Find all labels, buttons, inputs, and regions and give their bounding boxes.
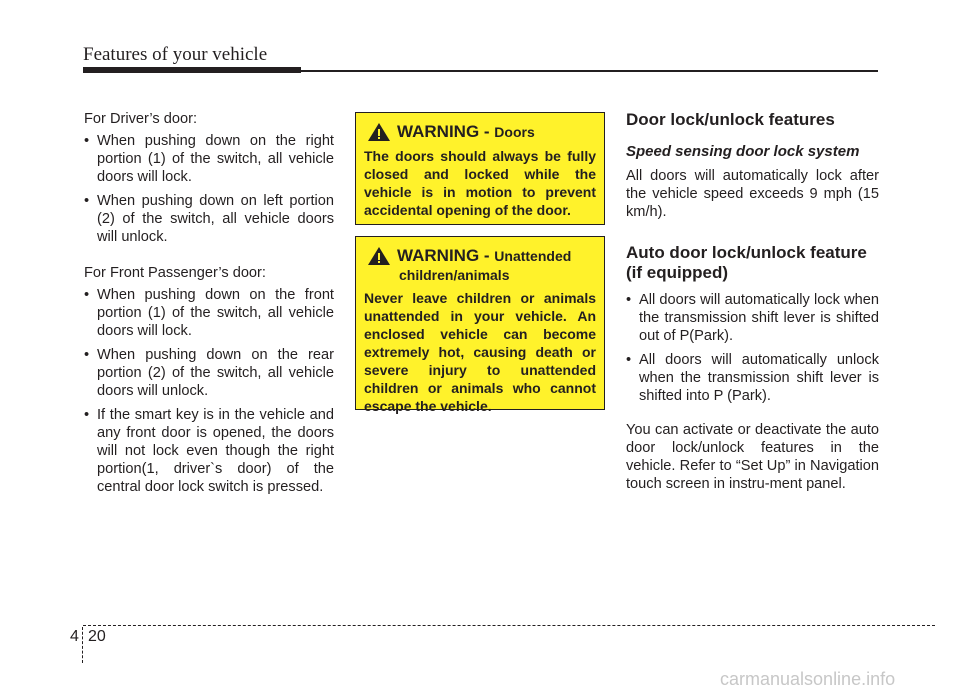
header-rule-thin — [301, 70, 878, 72]
warning-subject-line2: children/animals — [399, 267, 510, 283]
warning-subject: Unattended — [494, 248, 572, 264]
page-header-title: Features of your vehicle — [83, 44, 268, 65]
section-heading-auto: Auto door lock/unlock feature (if equipped) — [626, 243, 867, 282]
passenger-door-list — [84, 286, 334, 496]
warning-box-doors — [355, 112, 605, 225]
list-item: • When pushing down on the right portion (1) of the switch, all vehicle doors will lock. — [84, 132, 334, 186]
auto-lock-list — [626, 291, 879, 405]
activate-text: You can activate or deactivate the auto door lock/unlock features in the vehicle. Refer to “Set Up” in Navigation touch screen in instru-ment panel. — [626, 422, 879, 492]
warning-header — [367, 246, 596, 266]
passenger-door-label: For Front Passenger’s door: — [84, 265, 266, 281]
warning-word: WARNING - — [397, 246, 495, 265]
left-column — [84, 110, 334, 502]
speed-text: All doors will automatically lock after the vehicle speed exceeds 9 mph (15 km/h). — [626, 168, 879, 220]
warning-word: WARNING - — [397, 122, 495, 141]
right-column — [626, 110, 879, 493]
footer-rule — [83, 625, 935, 626]
section-heading: Door lock/unlock features — [626, 110, 835, 129]
list-item: • If the smart key is in the vehicle and any front door is opened, the doors will not lock even though the right portion(1, driver`s door) of the central door lock switch is pressed. — [84, 406, 334, 496]
page-number-separator — [82, 627, 83, 663]
drivers-door-list — [84, 132, 334, 246]
warning-body: The doors should always be fully closed and locked while the vehicle is in motion to prevent accidental opening of the door. — [364, 148, 596, 218]
list-item: • When pushing down on the front portion (1) of the switch, all vehicle doors will lock. — [84, 286, 334, 340]
warning-triangle-icon — [367, 122, 391, 142]
warning-header — [367, 122, 596, 142]
warning-box-unattended — [355, 236, 605, 414]
warning-body: Never leave children or animals unattended in your vehicle. An enclosed vehicle can become extremely hot, causing death or severe injury to unattended children or animals who cannot escape the vehicle. — [364, 290, 596, 414]
page-number: 20 — [88, 628, 106, 645]
section-number: 4 — [70, 628, 79, 645]
warning-subject: Doors — [494, 124, 535, 140]
watermark: carmanualsonline.info — [720, 669, 896, 689]
list-item: • When pushing down on left portion (2) of the switch, all vehicle doors will unlock. — [84, 192, 334, 246]
list-item: • All doors will automatically unlock when the transmission shift lever is shifted into P (Park). — [626, 351, 879, 405]
header-rule-thick — [83, 67, 301, 73]
subsection-heading-speed: Speed sensing door lock system — [626, 143, 860, 160]
drivers-door-label: For Driver’s door: — [84, 111, 197, 127]
list-item: • When pushing down on the rear portion (2) of the switch, all vehicle doors will unlock. — [84, 346, 334, 400]
list-item: • All doors will automatically lock when the transmission shift lever is shifted out of P(Park). — [626, 291, 879, 345]
warning-triangle-icon — [367, 246, 391, 266]
